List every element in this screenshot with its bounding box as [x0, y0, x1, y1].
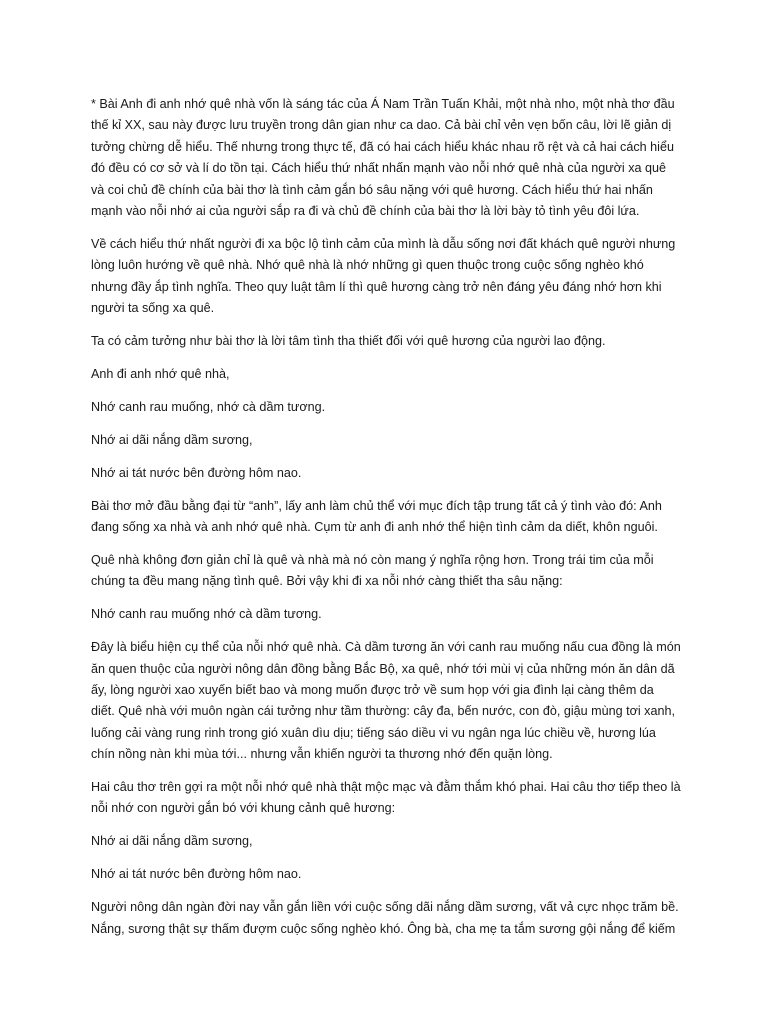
poem-quote-line: Nhớ canh rau muống nhớ cà dầm tương.	[91, 607, 322, 622]
poem-quote-line-4: Nhớ ai tát nước bên đường hôm nao.	[91, 867, 302, 882]
paragraph-transition: Hai câu thơ trên gợi ra một nỗi nhớ quê nhà thật mộc mạc và đằm thắm khó phai. Hai câu thơ tiếp theo là nỗi nhớ con người gắn bó với khung cảnh quê hương:	[91, 780, 681, 816]
poem-quote-line-3: Nhớ ai dãi nắng dầm sương,	[91, 834, 253, 849]
poem-line-3: Nhớ ai dãi nắng dầm sương,	[91, 432, 253, 447]
paragraph-impression: Ta có cảm tưởng như bài thơ là lời tâm tình tha thiết đối với quê hương của người lao động.	[91, 334, 606, 349]
paragraph-intro: * Bài Anh đi anh nhớ quê nhà vốn là sáng tác của Á Nam Trần Tuấn Khải, một nhà nho, một nhà thơ đầu thế kỉ XX, sau này được lưu truyền trong dân gian như ca dao. Cả bài chỉ vẻn vẹn bốn câu, lời lẽ giản dị tưởng chừng dễ hiểu. Thế nhưng trong thực tế, đã có hai cách hiểu khác nhau rõ rệt và cả hai cách hiểu đó đều có cơ sở và lí do tồn tại. Cách hiểu thứ nhất nhấn mạnh vào nỗi nhớ quê nhà của người xa quê và coi chủ đề chính của bài thơ là tình cảm gắn bó sâu nặng với quê hương. Cách hiểu thứ hai nhấn mạnh vào nỗi nhớ ai của người sắp ra đi và chủ đề chính của bài thơ là lời bày tỏ tình yêu đôi lứa.	[91, 97, 675, 219]
paragraph-pronoun-analysis: Bài thơ mở đầu bằng đại từ “anh”, lấy anh làm chủ thể với mục đích tập trung tất cả ý tình vào đó: Anh đang sống xa nhà và anh nhớ quê nhà. Cụm từ anh đi anh nhớ thể hiện tình cảm da diết, khôn nguôi.	[91, 498, 662, 534]
poem-line-2: Nhớ canh rau muống, nhớ cà dầm tương.	[91, 399, 326, 414]
poem-line-4: Nhớ ai tát nước bên đường hôm nao.	[91, 465, 302, 480]
document-body	[91, 94, 681, 952]
poem-line-1: Anh đi anh nhớ quê nhà,	[91, 366, 230, 381]
paragraph-first-interpretation: Về cách hiểu thứ nhất người đi xa bộc lộ tình cảm của mình là dẫu sống nơi đất khách quê người nhưng lòng luôn hướng về quê nhà. Nhớ quê nhà là nhớ những gì quen thuộc trong cuộc sống nghèo khó nhưng đầy ắp tình nghĩa. Theo quy luật tâm lí thì quê hương càng trở nên đáng yêu đáng nhớ hơn khi người ta sống xa quê.	[91, 236, 676, 316]
paragraph-homeland-meaning: Quê nhà không đơn giản chỉ là quê và nhà mà nó còn mang ý nghĩa rộng hơn. Trong trái tim của mỗi chúng ta đều mang nặng tình quê. Bởi vậy khi đi xa nỗi nhớ càng thiết tha sâu nặng:	[91, 552, 654, 589]
paragraph-food-memory: Đây là biểu hiện cụ thể của nỗi nhớ quê nhà. Cà dầm tương ăn với canh rau muống nấu cua đồng là món ăn quen thuộc của người nông dân đồng bằng Bắc Bộ, xa quê, nhớ tới mùi vị của những món ăn dân dã ấy, lòng người xao xuyến biết bao và mong muốn được trở về sum họp với gia đình lại càng thêm da diết. Quê nhà với muôn ngàn cái tưởng như tầm thường: cây đa, bến nước, con đò, giậu mùng tơi xanh, luống cải vàng rung rinh trong gió xuân dìu dịu; tiếng sáo diều vi vu ngân nga lúc chiều về, hương lúa chín nồng nàn khi mùa tới... nhưng vẫn khiến người ta thương nhớ đến quặn lòng.	[91, 640, 681, 762]
paragraph-farmer-life: Người nông dân ngàn đời nay vẫn gắn liền với cuộc sống dãi nắng dầm sương, vất vả cực nhọc trăm bề. Nắng, sương thật sự thấm đượm cuộc sống nghèo khó. Ông bà, cha mẹ ta tắm sương gội nắng để kiếm	[91, 900, 679, 936]
